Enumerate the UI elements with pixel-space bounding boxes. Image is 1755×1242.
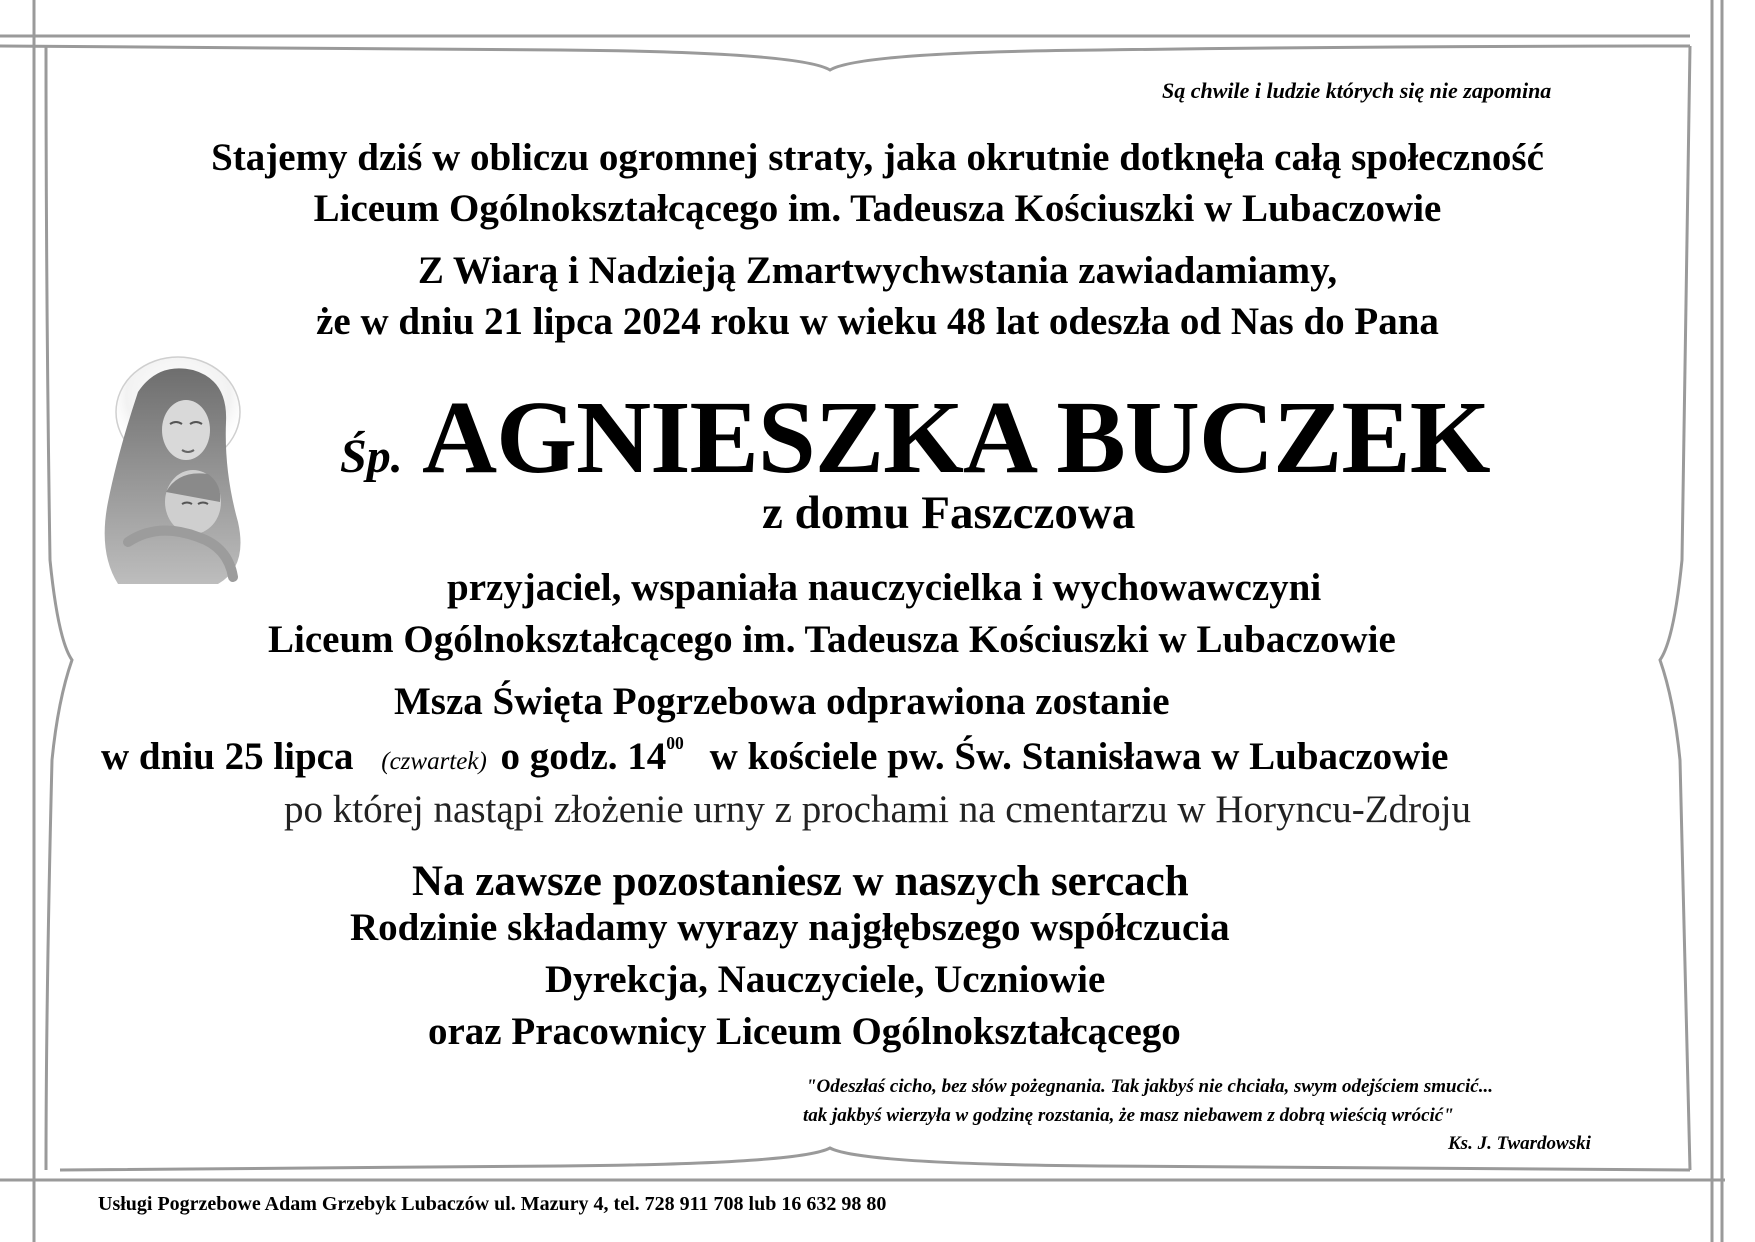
motto-quote: Są chwile i ludzie których się nie zapomina: [1162, 78, 1552, 103]
closing-line-3: Dyrekcja, Nauczyciele, Uczniowie: [545, 958, 1106, 1001]
maiden-name: z domu Faszczowa: [762, 487, 1136, 539]
mass-details-line: [101, 733, 1449, 778]
mass-weekday: (czwartek): [381, 748, 487, 775]
closing-line-1: Na zawsze pozostaniesz w naszych sercach: [412, 858, 1189, 905]
mass-time: o godz. $14^{00}$: [500, 733, 684, 778]
quote-line-2: tak jakbyś wierzyła w godzinę rozstania, że masz niebawem z dobrą wieścią wrócić": [803, 1105, 1454, 1126]
burial-info: po której nastąpi złożenie urny z prochami na cmentarzu w Horyncu-Zdroju: [284, 788, 1471, 831]
closing-line-2: Rodzinie składamy wyrazy najgłębszego współczucia: [350, 906, 1230, 949]
intro-line-3: Z Wiarą i Nadzieją Zmartwychwstania zawiadamiamy,: [417, 249, 1338, 292]
closing-line-4: oraz Pracownicy Liceum Ogólnokształcącego: [428, 1010, 1181, 1053]
deceased-prefix: Śp.: [340, 430, 403, 483]
description-line-1: przyjaciel, wspaniała nauczycielka i wychowawczyni: [447, 566, 1322, 609]
deceased-name-line: [340, 380, 1490, 495]
deceased-name: AGNIESZKA BUCZEK: [421, 380, 1490, 495]
quote-author: Ks. J. Twardowski: [1448, 1133, 1591, 1154]
madonna-with-child-icon: [98, 352, 256, 588]
mass-time-minutes: 00: [666, 733, 684, 753]
intro-line-2: Liceum Ogólnokształcącego im. Tadeusza Kościuszki w Lubaczowie: [313, 187, 1442, 230]
mass-place: w kościele pw. Św. Stanisława w Lubaczowie: [709, 735, 1449, 778]
intro-line-4: że w dniu 21 lipca 2024 roku w wieku 48 lat odeszła od Nas do Pana: [316, 300, 1439, 343]
funeral-home-footer: Usługi Pogrzebowe Adam Grzebyk Lubaczów ul. Mazury 4, tel. 728 911 708 lub 16 632 98 80: [98, 1193, 887, 1215]
description-line-2: Liceum Ogólnokształcącego im. Tadeusza Kościuszki w Lubaczowie: [268, 618, 1396, 661]
mass-date: w dniu 25 lipca: [101, 735, 354, 778]
mass-heading: Msza Święta Pogrzebowa odprawiona zostanie: [394, 680, 1170, 723]
intro-line-1: Stajemy dziś w obliczu ogromnej straty, jaka okrutnie dotknęła całą społeczność: [211, 136, 1544, 179]
quote-line-1: "Odeszłaś cicho, bez słów pożegnania. Tak jakbyś nie chciała, swym odejściem smucić...: [806, 1076, 1493, 1097]
